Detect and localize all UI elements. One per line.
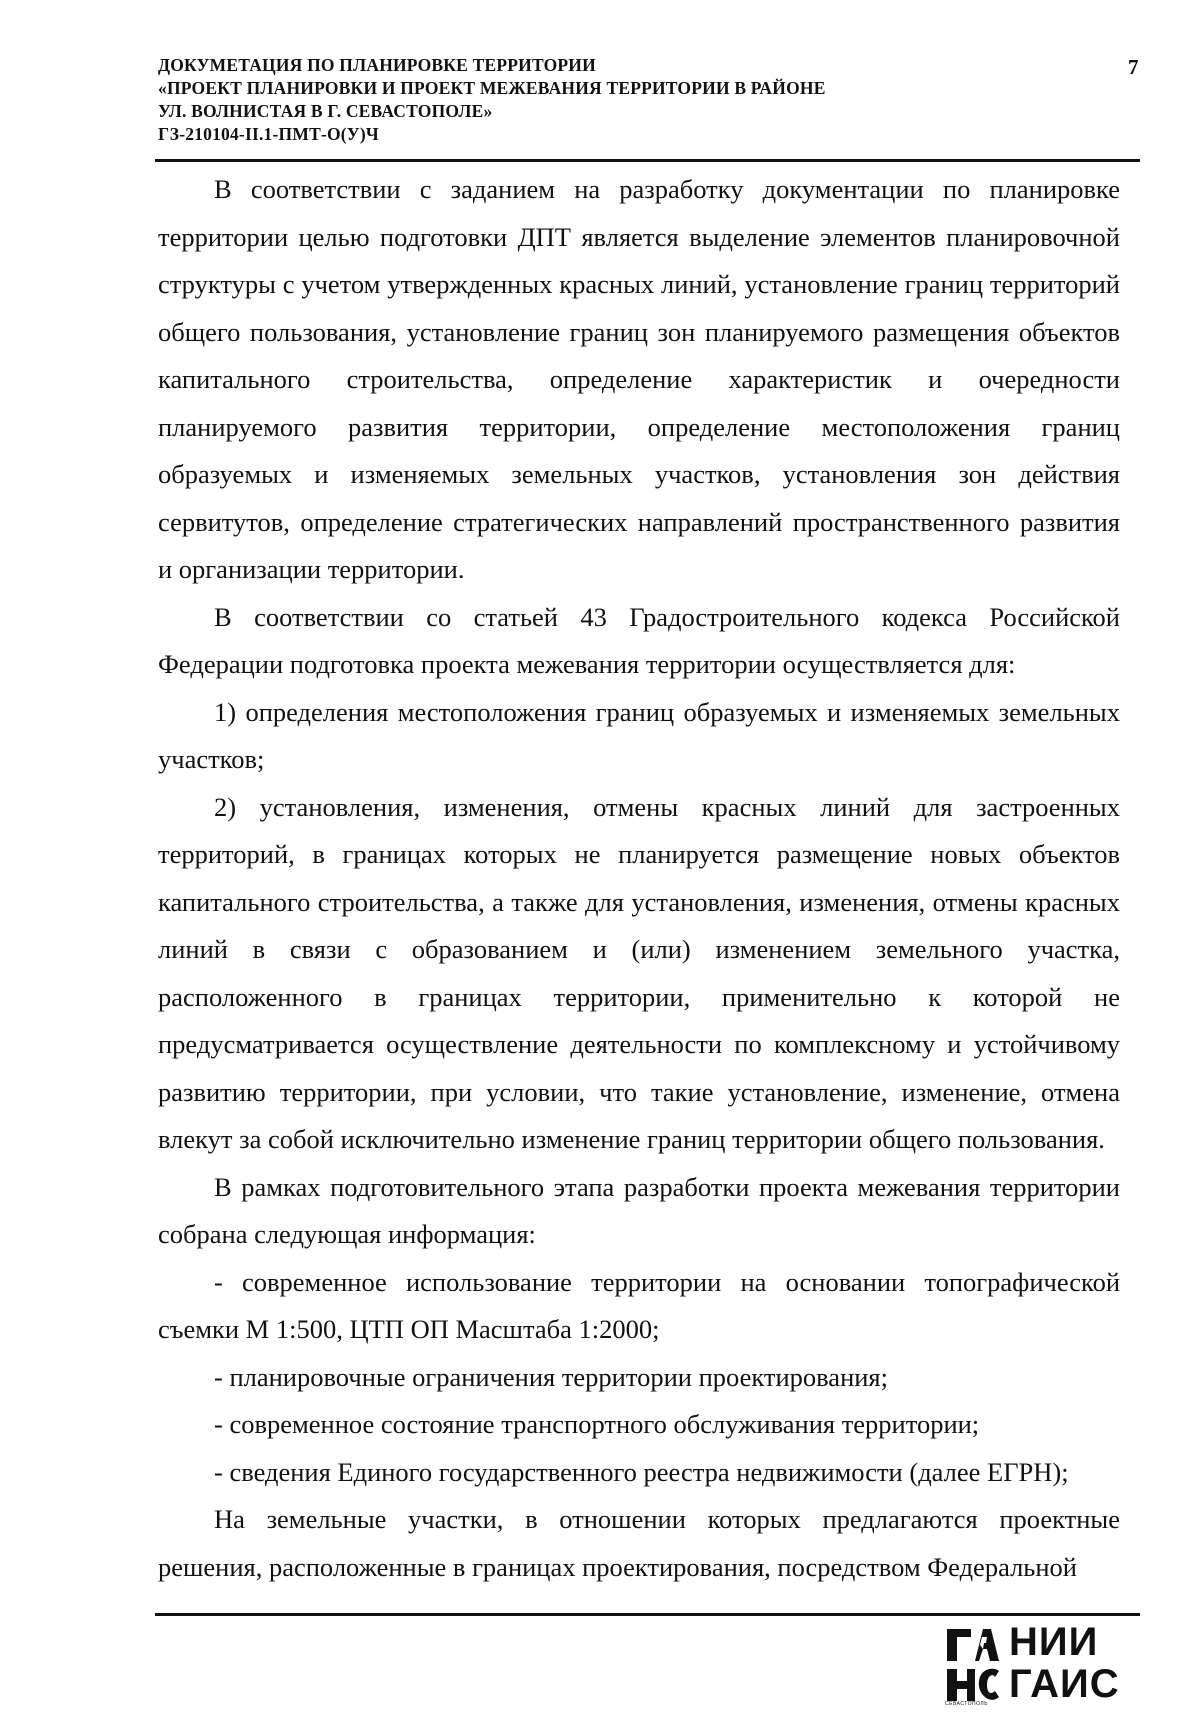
paragraph-6: - современное использование территории на основании топографической съемки М 1:500, ЦТП ОП Масштаба 1:2000; xyxy=(158,1266,1120,1344)
header-line-2: «ПРОЕКТ ПЛАНИРОВКИ И ПРОЕКТ МЕЖЕВАНИЯ ТЕРРИТОРИИ В РАЙОНЕ xyxy=(158,78,826,98)
paragraph-9: - сведения Единого государственного реестра недвижимости (далее ЕГРН); xyxy=(214,1456,1069,1487)
paragraph-8: - современное состояние транспортного обслуживания территории; xyxy=(214,1409,980,1439)
logo-line-2: ГАИС xyxy=(1009,1662,1120,1706)
paragraph-7: - планировочные ограничения территории проектирования; xyxy=(214,1361,888,1392)
header-line-3: УЛ. ВОЛНИСТАЯ В Г. СЕВАСТОПОЛЕ» xyxy=(158,101,493,121)
document-header xyxy=(158,54,1138,146)
paragraph-1: В соответствии с заданием на разработку документации по планировке территории целью подготовки ДПТ является выделение элементов планировочной структуры с учетом утвержденных красных линий, установление границ территорий общего пользования, установление границ зон планируемого размещения объектов капитального строительства, определение характеристик и очередности планируемого развития территории, определение местоположения границ образуемых и изменяемых земельных участков, установления зон действия сервитутов, определение стратегических направлений пространственного развития и организации территории. xyxy=(158,174,1120,584)
page-number: 7 xyxy=(1128,55,1139,79)
company-logo xyxy=(945,1621,1145,1709)
paragraph-4: 2) установления, изменения, отмены красных линий для застроенных территорий, в границах которых не планируется размещение новых объектов капитального строительства, а также для установления, изменения, отмены красных линий в связи с образованием и (или) изменением земельного участка, расположенного в границах территории, применительно к которой не предусматривается осуществление деятельности по комплексному и устойчивому развитию территории, при условии, что такие установление, изменение, отмена влекут за собой исключительно изменение границ территории общего пользования. xyxy=(158,791,1120,1154)
header-divider xyxy=(155,159,1140,162)
paragraph-2: В соответствии со статьей 43 Градостроительного кодекса Российской Федерации подготовка проекта межевания территории осуществляется для: xyxy=(158,601,1120,679)
paragraph-3: 1) определения местоположения границ образуемых и изменяемых земельных участков; xyxy=(158,696,1120,774)
logo-line-1: НИИ xyxy=(1009,1620,1099,1664)
logo-wordmark xyxy=(1009,1621,1120,1705)
paragraph-10: На земельные участки, в отношении которых предлагаются проектные решения, расположенные в границах проектирования, посредством Федеральной xyxy=(158,1504,1120,1582)
header-line-4: ГЗ-210104-II.1-ПМТ-О(У)Ч xyxy=(158,124,379,144)
footer-divider xyxy=(155,1613,1140,1616)
paragraph-5: В рамках подготовительного этапа разработки проекта межевания территории собрана следующая информация: xyxy=(158,1171,1120,1249)
header-line-1: ДОКУМЕТАЦИЯ ПО ПЛАНИРОВКЕ ТЕРРИТОРИИ xyxy=(158,55,596,75)
logo-mark-icon xyxy=(945,1625,1001,1707)
logo-caption: СЕВАСТОПОЛЬ xyxy=(945,1701,988,1707)
document-body xyxy=(158,166,1120,1591)
